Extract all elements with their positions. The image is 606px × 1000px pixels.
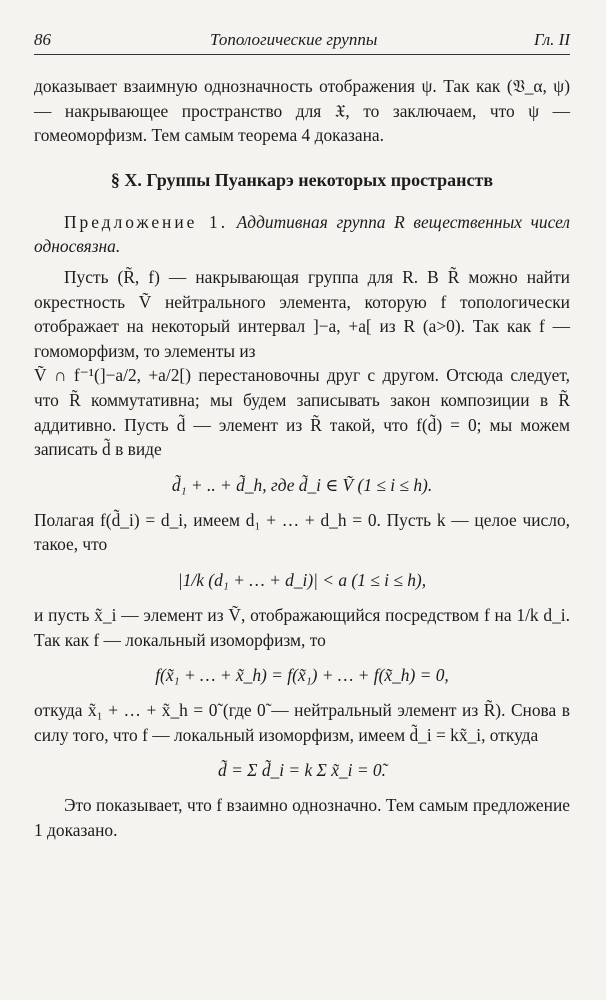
section-heading: § X. Группы Пуанкарэ некоторых пространств <box>110 169 494 190</box>
opening-line-3: ψ — гомеоморфизм. Тем самым теорема 4 доказана. <box>34 100 570 146</box>
page-body <box>34 74 570 842</box>
running-title: Топологические группы <box>210 30 378 49</box>
chapter-label: Гл. II <box>533 30 570 49</box>
proof-paragraph-1b: Ṽ ∩ f⁻¹(]−a/2, +a/2[) перестановочны друг с другом. Отсюда следует, что R̃ коммутативна; мы будем записывать закон композиции в R̃ аддитивно. Пусть d̃ — элемент из R̃ такой, что f(d̃) = 0; мы можем записать d̃ в виде <box>34 365 570 460</box>
proposition <box>34 210 570 259</box>
proof-paragraph-2: Полагая f(d̃_i) = d_i, имеем d₁ + … + d_h = 0. Пусть k — целое число, такое, что <box>34 509 570 555</box>
proof-paragraph-3: и пусть x̃_i — элемент из Ṽ, отображающийся посредством f на 1/k d_i. Так как f — локальный изоморфизм, то <box>34 604 570 650</box>
page-number: 86 <box>34 30 51 49</box>
proof-paragraph-1: Пусть (R̃, f) — накрывающая группа для R. В R̃ можно найти окрестность Ṽ нейтрального элемента, которую f топологически отображает на некоторый интервал ]−a, +a[ из R (a>0). Так как f — гомоморфизм, то элементы из <box>34 266 570 361</box>
formula-inequality: |1/k (d₁ + … + d_i)| < a (1 ≤ i ≤ h), <box>177 569 427 590</box>
opening-paragraph <box>34 74 570 148</box>
formula-decomposition: d̃₁ + .. + d̃_h, где d̃_i ∈ Ṽ (1 ≤ i ≤ h). <box>171 474 433 495</box>
proof-paragraph-4: откуда x̃₁ + … + x̃_h = 0̃ (где 0̃ — нейтральный элемент из R̃). Снова в силу того, что f — локальный изоморфизм, имеем d̃_i = kx̃_i, откуда <box>34 700 570 745</box>
running-header <box>34 26 570 55</box>
opening-line-2: (𝔙_α, ψ) — накрывающее пространство для 𝔛, то заключаем, что <box>34 76 570 121</box>
opening-line-1: доказывает взаимную однозначность отображения ψ. Так как <box>34 76 501 96</box>
formula-sum: d̃ = Σ d̃_i = k Σ x̃_i = 0̃. <box>218 760 386 781</box>
proposition-statement: Аддитивная группа R вещественных чисел односвязна. <box>34 211 570 257</box>
proposition-label: Предложение 1. <box>64 211 229 232</box>
proof-conclusion: Это показывает, что f взаимно однозначно. Тем самым предложение 1 доказано. <box>34 795 570 840</box>
formula-homomorphism: f(x̃₁ + … + x̃_h) = f(x̃₁) + … + f(x̃_h) = 0, <box>155 665 449 686</box>
